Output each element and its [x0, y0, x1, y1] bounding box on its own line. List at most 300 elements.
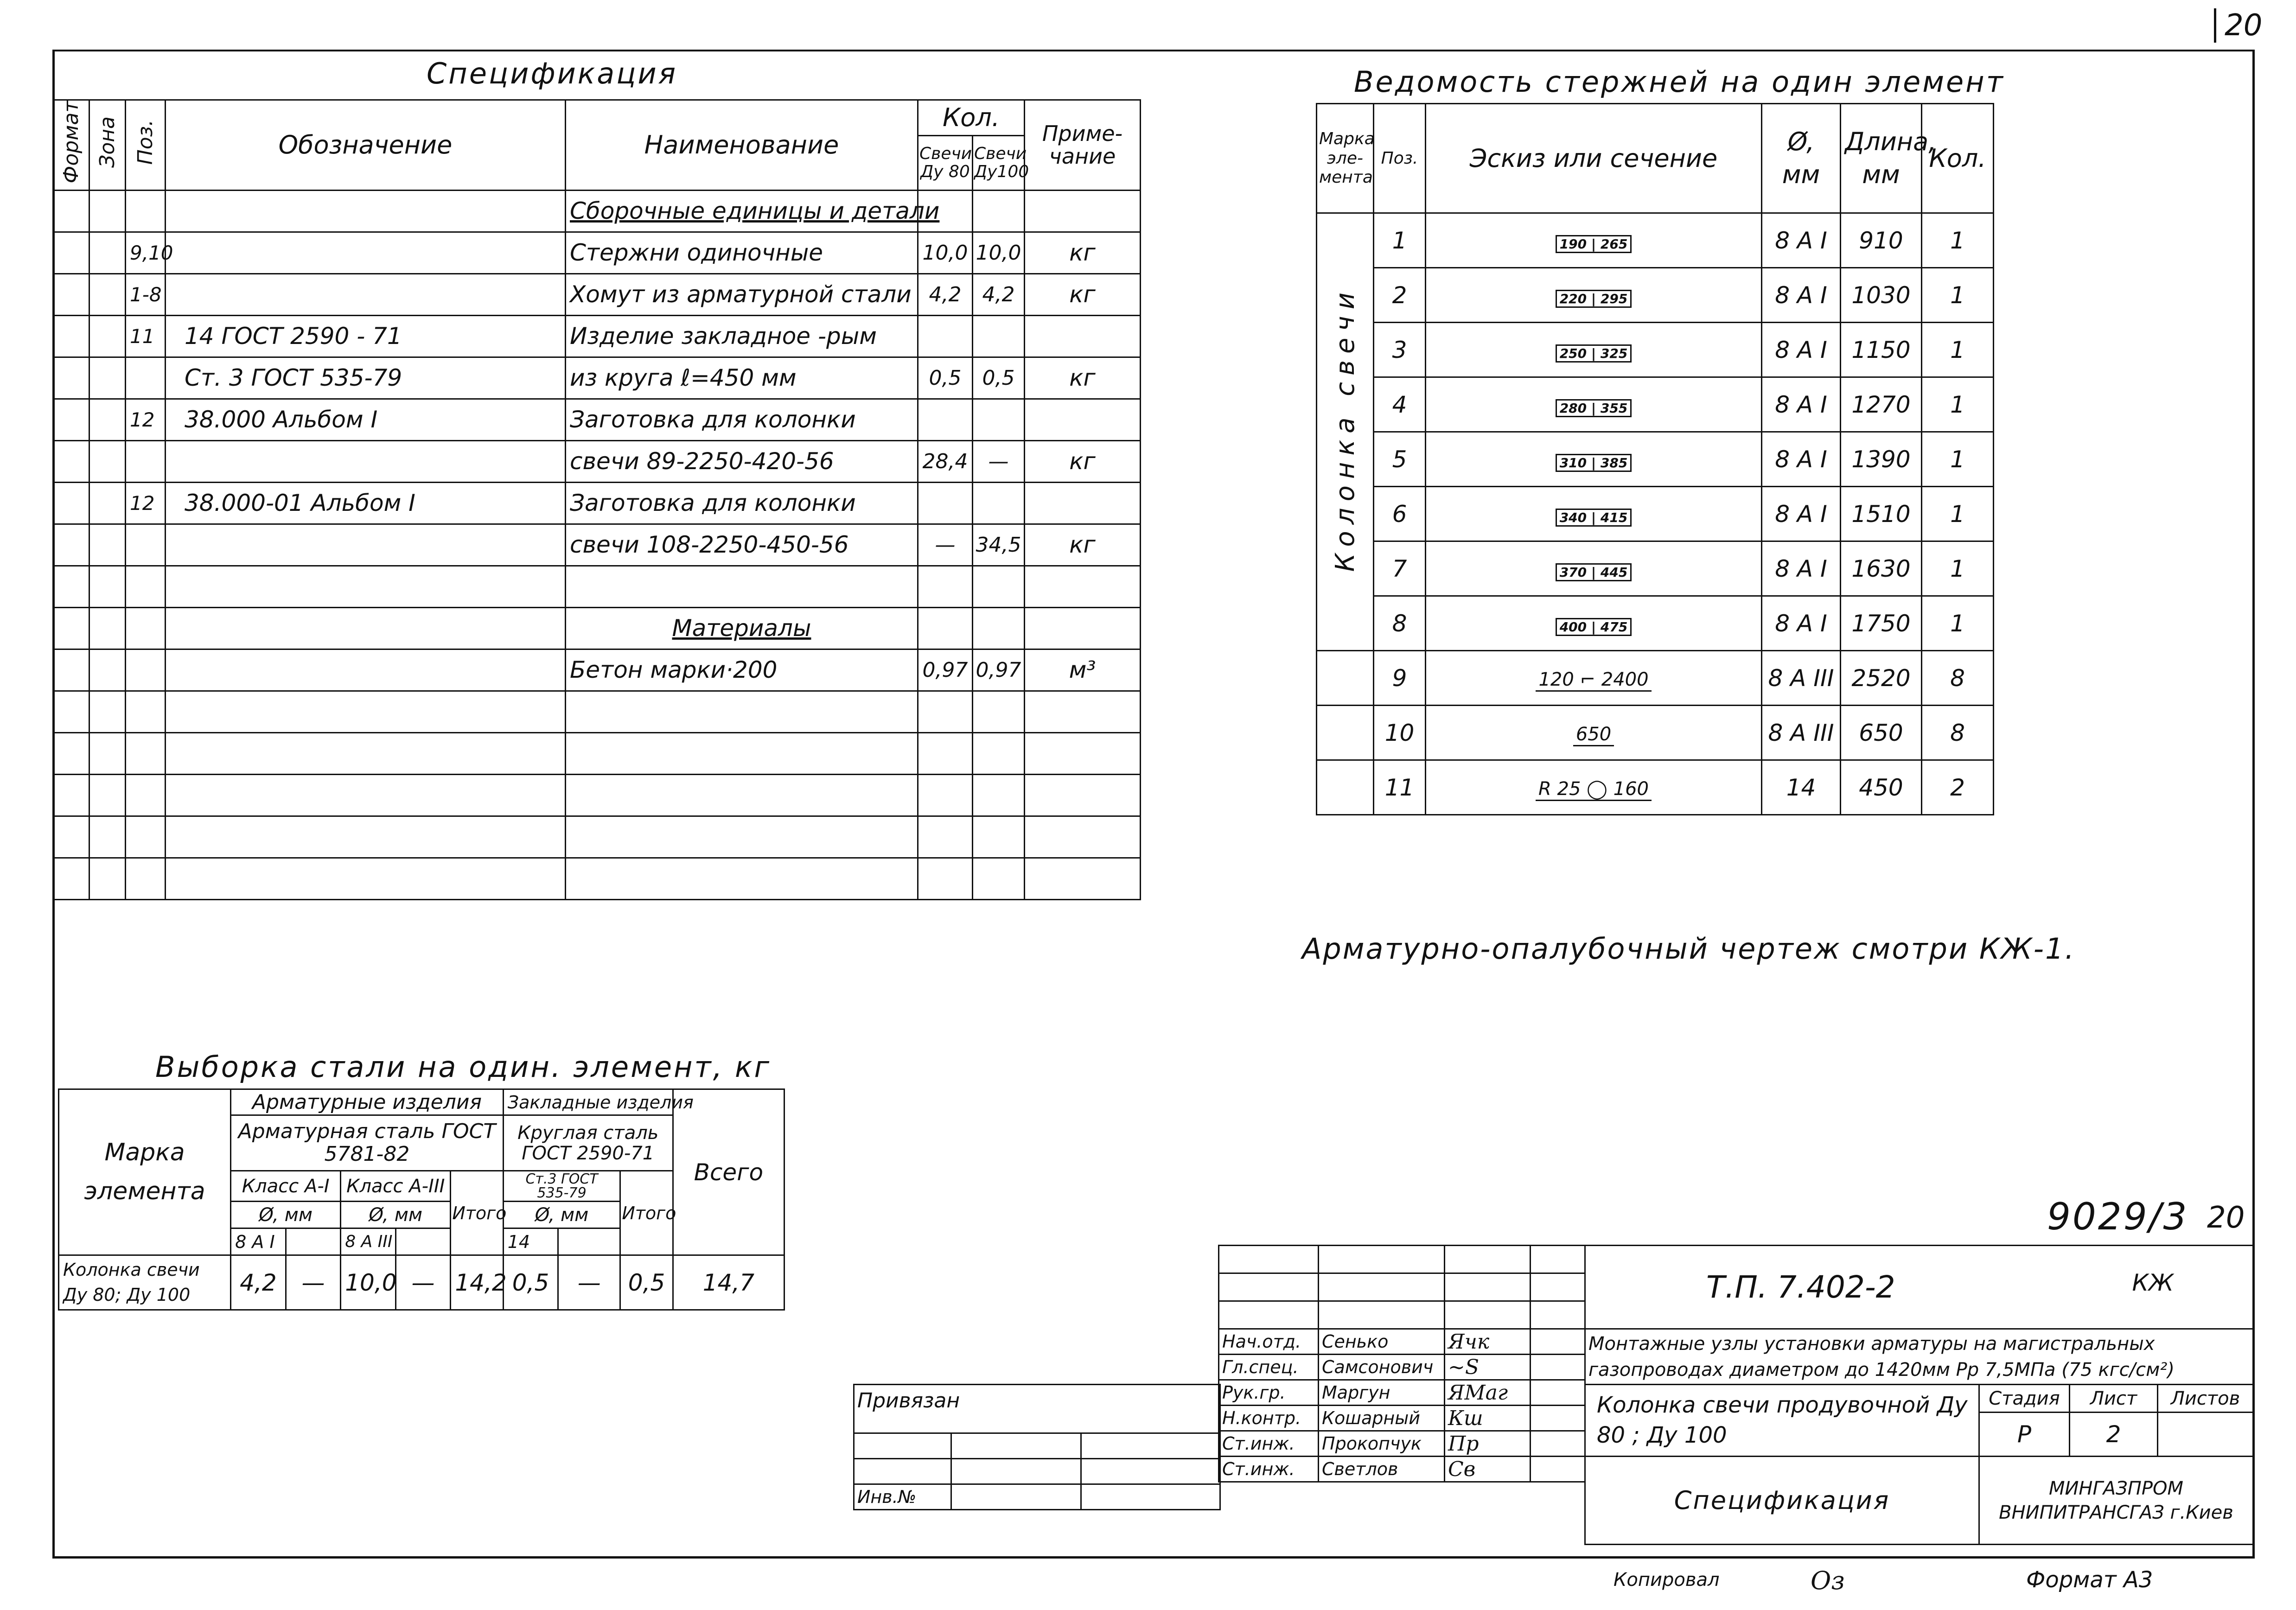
spec-designation — [166, 566, 566, 607]
spec-name: Заготовка для колонки — [566, 482, 918, 524]
steel-dia-1: Ø, мм — [231, 1202, 341, 1228]
steel-arm-steel: Арматурная сталь ГОСТ 5781-82 — [231, 1115, 504, 1171]
stamp-doc-title: Спецификация — [1585, 1457, 1979, 1545]
stamp-role: Ст.инж. — [1219, 1457, 1319, 1482]
bars-element-empty — [1317, 651, 1374, 706]
spec-pos — [126, 440, 166, 482]
spec-name — [566, 816, 918, 858]
spec-q80 — [918, 607, 973, 649]
bar-sketch-label: 310 | 385 — [1556, 454, 1632, 472]
bar-qty: 8 — [1922, 651, 1994, 706]
spec-format — [53, 524, 89, 566]
steel-dia-3: Ø, мм — [503, 1202, 620, 1228]
sheet-code: 9029/3 — [2047, 1195, 2189, 1238]
spec-format — [53, 858, 89, 899]
bar-dia: 8 A I — [1762, 213, 1841, 268]
spec-name: Материалы — [566, 607, 918, 649]
spec-q100 — [973, 774, 1025, 816]
stamp-person-name: Самсонович — [1319, 1355, 1445, 1380]
stamp-date — [1531, 1431, 1585, 1457]
spec-format — [53, 232, 89, 274]
bars-col-len: Длина, мм — [1841, 104, 1922, 213]
stamp-person-row — [1219, 1355, 1585, 1380]
bar-pos: 2 — [1374, 268, 1426, 323]
steel-c8ai: 8 A I — [231, 1228, 286, 1255]
bars-element-empty — [1317, 760, 1374, 815]
bar-pos: 4 — [1374, 377, 1426, 432]
stamp-role: Гл.спец. — [1219, 1355, 1319, 1380]
spec-name: Бетон марки·200 — [566, 649, 918, 691]
bar-sketch — [1426, 377, 1762, 432]
spec-q100: 10,0 — [973, 232, 1025, 274]
spec-row — [53, 607, 1141, 649]
steel-value: — — [286, 1255, 341, 1310]
bar-qty: 8 — [1922, 706, 1994, 760]
bar-row — [1317, 706, 1994, 760]
steel-value: — — [558, 1255, 620, 1310]
spec-row — [53, 691, 1141, 732]
spec-q100 — [973, 732, 1025, 774]
spec-zone — [89, 691, 126, 732]
stamp-signature: ЯМаг — [1445, 1380, 1531, 1406]
steel-class1: Класс A-I — [231, 1171, 341, 1202]
spec-name — [566, 691, 918, 732]
spec-q80 — [918, 816, 973, 858]
sheet-code-right: 20 — [2207, 1201, 2245, 1235]
spec-format — [53, 399, 89, 440]
bar-qty: 1 — [1922, 432, 1994, 487]
bars-col-qty: Кол. — [1922, 104, 1994, 213]
bar-pos: 10 — [1374, 706, 1426, 760]
spec-q80 — [918, 566, 973, 607]
stamp-org: МИНГАЗПРОМ ВНИПИТРАНСГАЗ г.Киев — [1979, 1457, 2253, 1545]
bar-row — [1317, 651, 1994, 706]
bar-sketch-label: 120 ⌐ 2400 — [1536, 669, 1651, 692]
bar-row — [1317, 213, 1994, 268]
spec-q80: 0,97 — [918, 649, 973, 691]
spec-row — [53, 774, 1141, 816]
spec-row — [53, 357, 1141, 399]
spec-pos — [126, 649, 166, 691]
spec-row — [53, 315, 1141, 357]
spec-zone — [89, 357, 126, 399]
spec-pos — [126, 607, 166, 649]
spec-row — [53, 440, 1141, 482]
spec-row — [53, 649, 1141, 691]
bar-sketch-label: R 25 ◯ 160 — [1536, 778, 1652, 801]
bar-pos: 8 — [1374, 596, 1426, 651]
stamp-person-row — [1219, 1329, 1585, 1355]
bar-row — [1317, 323, 1994, 377]
stamp-date — [1531, 1457, 1585, 1482]
steel-value: — — [395, 1255, 451, 1310]
spec-q80 — [918, 858, 973, 899]
sheet-label: Лист — [2070, 1385, 2158, 1413]
stamp-person-name: Светлов — [1319, 1457, 1445, 1482]
spec-note — [1025, 315, 1141, 357]
spec-name — [566, 858, 918, 899]
copied-label: Копировал — [1614, 1569, 1720, 1591]
steel-dia-2: Ø, мм — [341, 1202, 451, 1228]
spec-note — [1025, 607, 1141, 649]
bar-len: 910 — [1841, 213, 1922, 268]
spec-row — [53, 274, 1141, 315]
bar-len: 1270 — [1841, 377, 1922, 432]
stamp-role: Ст.инж. — [1219, 1431, 1319, 1457]
stamp-date — [1531, 1355, 1585, 1380]
spec-row — [53, 399, 1141, 440]
spec-q100 — [973, 816, 1025, 858]
spec-note — [1025, 732, 1141, 774]
spec-q80 — [918, 774, 973, 816]
spec-note: м³ — [1025, 649, 1141, 691]
spec-pos: 1-8 — [126, 274, 166, 315]
steel-value: 14,7 — [673, 1255, 784, 1310]
spec-q80 — [918, 482, 973, 524]
spec-designation — [166, 649, 566, 691]
stamp-signature: ~S — [1445, 1355, 1531, 1380]
spec-name: Стержни одиночные — [566, 232, 918, 274]
spec-zone — [89, 232, 126, 274]
spec-pos: 12 — [126, 482, 166, 524]
sheet-number: 20 — [2214, 8, 2262, 43]
steel-value: 14,2 — [451, 1255, 503, 1310]
bar-qty: 1 — [1922, 323, 1994, 377]
spec-pos: 12 — [126, 399, 166, 440]
steel-st3: Ст.3 ГОСТ 535-79 — [503, 1171, 620, 1202]
stamp-person-row — [1219, 1457, 1585, 1482]
spec-designation: 38.000-01 Альбом I — [166, 482, 566, 524]
steel-value: 0,5 — [503, 1255, 558, 1310]
spec-pos — [126, 566, 166, 607]
bar-dia: 8 A I — [1762, 377, 1841, 432]
spec-q100 — [973, 315, 1025, 357]
stamp-person-name: Прокопчук — [1319, 1431, 1445, 1457]
spec-designation: 14 ГОСТ 2590 - 71 — [166, 315, 566, 357]
bar-dia: 8 A I — [1762, 487, 1841, 541]
steel-element: Колонка свечи Ду 80; Ду 100 — [59, 1255, 231, 1310]
spec-note: кг — [1025, 440, 1141, 482]
bars-element-empty — [1317, 706, 1374, 760]
spec-zone — [89, 524, 126, 566]
steel-title: Выборка стали на один. элемент, кг — [155, 1050, 772, 1084]
stamp-person-name: Сенько — [1319, 1329, 1445, 1355]
bar-len: 1750 — [1841, 596, 1922, 651]
stamp-role: Н.контр. — [1219, 1406, 1319, 1431]
bar-sketch-label: 370 | 445 — [1556, 563, 1632, 581]
stamp-person-row — [1219, 1431, 1585, 1457]
bar-sketch — [1426, 596, 1762, 651]
spec-designation — [166, 816, 566, 858]
steel-table — [58, 1088, 785, 1311]
spec-pos — [126, 774, 166, 816]
bar-pos: 9 — [1374, 651, 1426, 706]
col-name: Наименование — [566, 100, 918, 191]
spec-name — [566, 566, 918, 607]
bars-col-dia: Ø, мм — [1762, 104, 1841, 213]
spec-q80 — [918, 732, 973, 774]
bar-dia: 8 A I — [1762, 541, 1841, 596]
inv-label: Инв.№ — [854, 1484, 951, 1510]
sheets-label: Листов — [2158, 1385, 2253, 1413]
spec-designation: 38.000 Альбом I — [166, 399, 566, 440]
spec-table — [52, 99, 1141, 900]
spec-zone — [89, 190, 126, 232]
bar-row — [1317, 432, 1994, 487]
bar-row — [1317, 541, 1994, 596]
bar-pos: 11 — [1374, 760, 1426, 815]
spec-q80: — — [918, 524, 973, 566]
bar-qty: 1 — [1922, 213, 1994, 268]
spec-note — [1025, 774, 1141, 816]
bar-sketch — [1426, 706, 1762, 760]
spec-designation — [166, 858, 566, 899]
col-zone: Зона — [89, 100, 126, 191]
col-qty-dy80: Свечи Ду 80 — [918, 135, 973, 190]
spec-zone — [89, 816, 126, 858]
stamp-signature: Ячк — [1445, 1329, 1531, 1355]
bar-pos: 3 — [1374, 323, 1426, 377]
bar-sketch — [1426, 213, 1762, 268]
steel-empty-1 — [286, 1228, 341, 1255]
bar-row — [1317, 596, 1994, 651]
bar-sketch-label: 190 | 265 — [1556, 235, 1632, 253]
spec-name: Хомут из арматурной стали — [566, 274, 918, 315]
bars-col-mark: Марка эле- мента — [1317, 104, 1374, 213]
stage-value: Р — [1979, 1413, 2070, 1457]
spec-row — [53, 232, 1141, 274]
spec-q100 — [973, 858, 1025, 899]
spec-format — [53, 482, 89, 524]
spec-pos — [126, 691, 166, 732]
stamp-person-row — [1219, 1406, 1585, 1431]
copied-sign: Оз — [1811, 1566, 1845, 1595]
spec-q100: 4,2 — [973, 274, 1025, 315]
spec-q100: — — [973, 440, 1025, 482]
stamp-privyazan — [853, 1384, 1221, 1510]
bar-row — [1317, 268, 1994, 323]
spec-name — [566, 774, 918, 816]
sheet-value: 2 — [2070, 1413, 2158, 1457]
spec-pos: 9,10 — [126, 232, 166, 274]
bar-sketch-label: 650 — [1573, 724, 1614, 746]
stamp-drawing: Колонка свечи продувочной Ду 80 ; Ду 100 — [1585, 1385, 1979, 1457]
bar-len: 1510 — [1841, 487, 1922, 541]
spec-pos — [126, 858, 166, 899]
col-note: Приме- чание — [1025, 100, 1141, 191]
bar-pos: 7 — [1374, 541, 1426, 596]
bar-dia: 8 A III — [1762, 651, 1841, 706]
stamp-main — [1584, 1245, 2254, 1545]
stamp-date — [1531, 1380, 1585, 1406]
spec-designation — [166, 190, 566, 232]
spec-zone — [89, 482, 126, 524]
steel-total-1: Итого — [451, 1171, 503, 1255]
steel-all: Всего — [673, 1089, 784, 1255]
spec-note — [1025, 691, 1141, 732]
spec-designation — [166, 732, 566, 774]
stamp-person-name: Кошарный — [1319, 1406, 1445, 1431]
spec-note: кг — [1025, 524, 1141, 566]
spec-designation: Ст. 3 ГОСТ 535-79 — [166, 357, 566, 399]
spec-pos — [126, 190, 166, 232]
spec-designation — [166, 232, 566, 274]
steel-total-2: Итого — [620, 1171, 673, 1255]
spec-pos — [126, 816, 166, 858]
steel-emb-items: Закладные изделия — [503, 1089, 673, 1115]
bar-dia: 8 A III — [1762, 706, 1841, 760]
spec-pos — [126, 732, 166, 774]
spec-name: Заготовка для колонки — [566, 399, 918, 440]
spec-pos — [126, 524, 166, 566]
bar-row — [1317, 487, 1994, 541]
stage-label: Стадия — [1979, 1385, 2070, 1413]
bar-sketch-label: 400 | 475 — [1556, 618, 1632, 636]
spec-row — [53, 858, 1141, 899]
stamp-role: Рук.гр. — [1219, 1380, 1319, 1406]
bars-element — [1317, 213, 1374, 651]
bars-col-pos: Поз. — [1374, 104, 1426, 213]
spec-q80: 28,4 — [918, 440, 973, 482]
stamp-signature: Кш — [1445, 1406, 1531, 1431]
bar-row — [1317, 760, 1994, 815]
spec-format — [53, 691, 89, 732]
bar-dia: 14 — [1762, 760, 1841, 815]
bar-qty: 1 — [1922, 268, 1994, 323]
bar-sketch-label: 340 | 415 — [1556, 509, 1632, 527]
spec-note: кг — [1025, 232, 1141, 274]
spec-name: из круга ℓ=450 мм — [566, 357, 918, 399]
spec-designation — [166, 524, 566, 566]
spec-q80: 0,5 — [918, 357, 973, 399]
spec-format — [53, 816, 89, 858]
spec-q80: 10,0 — [918, 232, 973, 274]
spec-zone — [89, 566, 126, 607]
spec-q100 — [973, 691, 1025, 732]
spec-q80 — [918, 691, 973, 732]
spec-q100 — [973, 190, 1025, 232]
spec-note: кг — [1025, 357, 1141, 399]
spec-format — [53, 315, 89, 357]
spec-designation — [166, 607, 566, 649]
bar-pos: 6 — [1374, 487, 1426, 541]
stamp-date — [1531, 1406, 1585, 1431]
spec-row — [53, 566, 1141, 607]
spec-pos: 11 — [126, 315, 166, 357]
spec-note — [1025, 566, 1141, 607]
spec-row — [53, 732, 1141, 774]
stamp-signature: Пр — [1445, 1431, 1531, 1457]
spec-row — [53, 190, 1141, 232]
note-text: Арматурно-опалубочный чертеж смотри КЖ-1. — [1302, 932, 2076, 966]
spec-name: свечи 89-2250-420-56 — [566, 440, 918, 482]
spec-q100: 0,5 — [973, 357, 1025, 399]
spec-title: Спецификация — [427, 57, 678, 90]
stamp-person-name: Маргун — [1319, 1380, 1445, 1406]
bar-sketch-label: 220 | 295 — [1556, 290, 1632, 308]
spec-row — [53, 482, 1141, 524]
steel-value: 10,0 — [341, 1255, 396, 1310]
stamp-date — [1531, 1329, 1585, 1355]
spec-name: Сборочные единицы и детали — [566, 190, 918, 232]
spec-zone — [89, 440, 126, 482]
stamp-change-grid — [1218, 1245, 1586, 1483]
col-qty: Кол. — [918, 100, 1025, 136]
spec-format — [53, 649, 89, 691]
bar-len: 650 — [1841, 706, 1922, 760]
bar-sketch — [1426, 651, 1762, 706]
spec-format — [53, 732, 89, 774]
steel-empty-2 — [395, 1228, 451, 1255]
spec-zone — [89, 607, 126, 649]
col-format: Формат — [53, 100, 89, 191]
stamp-project: Т.П. 7.402-2 — [1706, 1269, 1895, 1305]
spec-designation — [166, 440, 566, 482]
spec-zone — [89, 858, 126, 899]
bar-qty: 1 — [1922, 596, 1994, 651]
spec-zone — [89, 732, 126, 774]
spec-format — [53, 774, 89, 816]
bar-sketch — [1426, 541, 1762, 596]
bars-title: Ведомость стержней на один элемент — [1354, 65, 2005, 99]
stamp-signature: Св — [1445, 1457, 1531, 1482]
bar-sketch-label: 250 | 325 — [1556, 344, 1632, 363]
spec-q100 — [973, 399, 1025, 440]
spec-row — [53, 524, 1141, 566]
bar-dia: 8 A I — [1762, 268, 1841, 323]
stamp-role: Нач.отд. — [1219, 1329, 1319, 1355]
bar-sketch — [1426, 323, 1762, 377]
spec-format — [53, 274, 89, 315]
spec-format — [53, 607, 89, 649]
steel-class3: Класс A-III — [341, 1171, 451, 1202]
spec-name: Изделие закладное -рым — [566, 315, 918, 357]
spec-zone — [89, 315, 126, 357]
steel-c14: 14 — [503, 1228, 558, 1255]
spec-designation — [166, 774, 566, 816]
steel-value: 0,5 — [620, 1255, 673, 1310]
spec-format — [53, 357, 89, 399]
spec-format — [53, 440, 89, 482]
stamp-kzh: КЖ — [2132, 1269, 2174, 1296]
spec-q80 — [918, 315, 973, 357]
bars-col-sketch: Эскиз или сечение — [1426, 104, 1762, 213]
steel-c8aiii: 8 A III — [341, 1228, 396, 1255]
bar-len: 1150 — [1841, 323, 1922, 377]
spec-designation — [166, 274, 566, 315]
bars-table — [1316, 103, 1994, 815]
bar-sketch-label: 280 | 355 — [1556, 399, 1632, 417]
spec-note: кг — [1025, 274, 1141, 315]
spec-note — [1025, 399, 1141, 440]
spec-format — [53, 566, 89, 607]
bar-pos: 5 — [1374, 432, 1426, 487]
bar-dia: 8 A I — [1762, 596, 1841, 651]
steel-arm-items: Арматурные изделия — [231, 1089, 504, 1115]
bar-pos: 1 — [1374, 213, 1426, 268]
spec-zone — [89, 649, 126, 691]
col-pos: Поз. — [126, 100, 166, 191]
spec-q100: 34,5 — [973, 524, 1025, 566]
bar-dia: 8 A I — [1762, 323, 1841, 377]
spec-note — [1025, 858, 1141, 899]
spec-designation — [166, 691, 566, 732]
stamp-person-row — [1219, 1380, 1585, 1406]
spec-zone — [89, 399, 126, 440]
steel-round-steel: Круглая сталь ГОСТ 2590-71 — [503, 1115, 673, 1171]
steel-value: 4,2 — [231, 1255, 286, 1310]
spec-q80 — [918, 399, 973, 440]
